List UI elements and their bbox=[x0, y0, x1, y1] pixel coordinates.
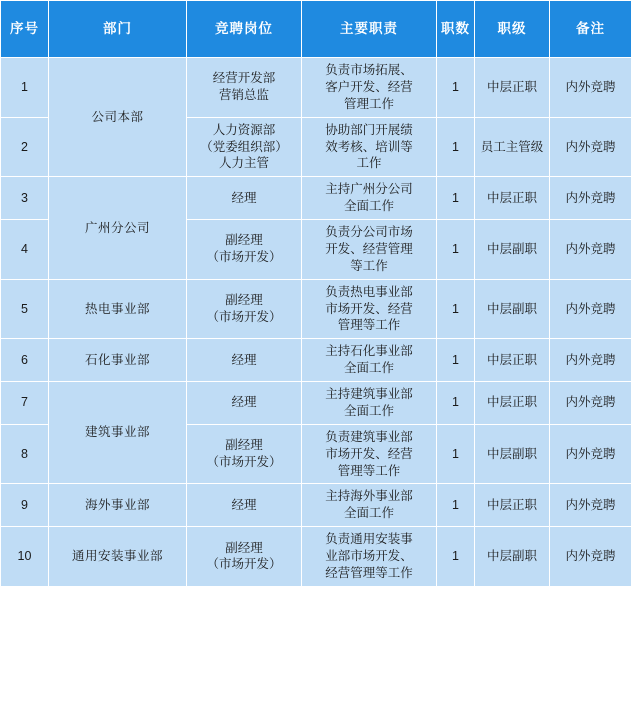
cell-headcount: 1 bbox=[437, 220, 475, 280]
cell-duties-line: 市场开发、经营 bbox=[325, 446, 413, 461]
cell-duties-line: 负责建筑事业部 bbox=[325, 429, 413, 444]
cell-duties-line: 全面工作 bbox=[343, 361, 394, 376]
column-header-rank: 职级 bbox=[475, 1, 550, 58]
cell-position-line: 副经理 bbox=[225, 293, 263, 308]
cell-position bbox=[187, 382, 302, 425]
cell-department: 热电事业部 bbox=[49, 279, 187, 339]
cell-seq: 9 bbox=[1, 484, 49, 527]
cell-position-line: 人力资源部 bbox=[212, 122, 276, 137]
cell-position-line: 副经理 bbox=[225, 438, 263, 453]
cell-seq: 8 bbox=[1, 424, 49, 484]
cell-duties-line: 负责市场拓展、 bbox=[325, 63, 413, 77]
cell-duties-line: 全面工作 bbox=[343, 199, 394, 214]
cell-department: 通用安装事业部 bbox=[49, 527, 187, 587]
cell-position-line: （市场开发） bbox=[206, 250, 282, 265]
cell-position bbox=[187, 484, 302, 527]
cell-rank: 中层正职 bbox=[475, 58, 550, 118]
cell-position-line: 副经理 bbox=[225, 540, 263, 555]
table-row bbox=[1, 58, 631, 118]
cell-seq: 3 bbox=[1, 177, 49, 220]
column-header-position: 竞聘岗位 bbox=[187, 1, 302, 58]
cell-duties-line: 管理工作 bbox=[343, 96, 394, 111]
cell-position-line: （党委组织部） bbox=[200, 139, 288, 154]
cell-duties-line: 主持石化事业部 bbox=[325, 344, 413, 359]
table-header bbox=[1, 1, 631, 58]
cell-remarks: 内外竞聘 bbox=[550, 117, 631, 177]
cell-duties bbox=[302, 527, 437, 587]
cell-headcount: 1 bbox=[437, 58, 475, 118]
cell-duties bbox=[302, 382, 437, 425]
cell-seq: 7 bbox=[1, 382, 49, 425]
cell-duties-line: 市场开发、经营 bbox=[325, 301, 413, 316]
cell-headcount: 1 bbox=[437, 117, 475, 177]
cell-duties-line: 负责热电事业部 bbox=[325, 284, 413, 299]
cell-duties-line: 开发、经营管理 bbox=[325, 241, 413, 256]
table-body bbox=[1, 58, 631, 587]
cell-position-line: 营销总监 bbox=[218, 88, 269, 103]
cell-position-line: 经理 bbox=[231, 497, 257, 512]
cell-duties-line: 管理等工作 bbox=[337, 318, 401, 333]
header-row bbox=[1, 1, 631, 58]
cell-position-line: 经理 bbox=[231, 352, 257, 367]
cell-rank: 中层正职 bbox=[475, 484, 550, 527]
cell-remarks: 内外竞聘 bbox=[550, 527, 631, 587]
cell-seq: 6 bbox=[1, 339, 49, 382]
cell-remarks: 内外竞聘 bbox=[550, 382, 631, 425]
cell-duties-line: 全面工作 bbox=[343, 403, 394, 418]
cell-rank: 中层副职 bbox=[475, 279, 550, 339]
cell-duties bbox=[302, 220, 437, 280]
table-row bbox=[1, 382, 631, 425]
cell-department: 海外事业部 bbox=[49, 484, 187, 527]
table-row bbox=[1, 484, 631, 527]
cell-rank: 中层副职 bbox=[475, 220, 550, 280]
cell-duties bbox=[302, 339, 437, 382]
cell-duties-line: 管理等工作 bbox=[337, 463, 401, 478]
cell-department: 广州分公司 bbox=[49, 177, 187, 279]
cell-seq: 10 bbox=[1, 527, 49, 587]
cell-duties-line: 负责通用安装事 bbox=[325, 532, 413, 547]
cell-position bbox=[187, 424, 302, 484]
cell-position-line: 经营开发部 bbox=[212, 71, 276, 86]
cell-duties-line: 客户开发、经营 bbox=[325, 79, 413, 94]
cell-remarks: 内外竞聘 bbox=[550, 279, 631, 339]
cell-duties-line: 主持海外事业部 bbox=[325, 489, 413, 504]
cell-duties-line: 经营管理等工作 bbox=[325, 565, 413, 580]
cell-headcount: 1 bbox=[437, 484, 475, 527]
cell-duties-line: 主持广州分公司 bbox=[325, 182, 413, 197]
cell-remarks: 内外竞聘 bbox=[550, 220, 631, 280]
column-header-department: 部门 bbox=[49, 1, 187, 58]
cell-rank: 中层正职 bbox=[475, 382, 550, 425]
cell-headcount: 1 bbox=[437, 279, 475, 339]
cell-duties bbox=[302, 58, 437, 118]
cell-seq: 4 bbox=[1, 220, 49, 280]
cell-position-line: （市场开发） bbox=[206, 557, 282, 572]
cell-position bbox=[187, 527, 302, 587]
cell-headcount: 1 bbox=[437, 424, 475, 484]
cell-position bbox=[187, 220, 302, 280]
cell-position-line: 经理 bbox=[231, 395, 257, 410]
table-row bbox=[1, 339, 631, 382]
column-header-headcount: 职数 bbox=[437, 1, 475, 58]
column-header-remarks: 备注 bbox=[550, 1, 631, 58]
cell-duties bbox=[302, 177, 437, 220]
cell-position bbox=[187, 117, 302, 177]
cell-position bbox=[187, 58, 302, 118]
cell-duties-line: 全面工作 bbox=[343, 506, 394, 521]
cell-remarks: 内外竞聘 bbox=[550, 58, 631, 118]
cell-position-line: 经理 bbox=[231, 190, 257, 205]
cell-headcount: 1 bbox=[437, 339, 475, 382]
table-row bbox=[1, 177, 631, 220]
column-header-seq: 序号 bbox=[1, 1, 49, 58]
cell-duties bbox=[302, 424, 437, 484]
cell-headcount: 1 bbox=[437, 382, 475, 425]
cell-rank: 中层副职 bbox=[475, 424, 550, 484]
cell-position bbox=[187, 177, 302, 220]
cell-position-line: 人力主管 bbox=[218, 156, 269, 171]
cell-rank: 中层副职 bbox=[475, 527, 550, 587]
cell-duties-line: 等工作 bbox=[350, 258, 388, 273]
cell-department: 建筑事业部 bbox=[49, 382, 187, 484]
cell-rank: 中层正职 bbox=[475, 177, 550, 220]
cell-position-line: 副经理 bbox=[225, 233, 263, 248]
cell-department: 公司本部 bbox=[49, 58, 187, 177]
cell-duties-line: 负责分公司市场 bbox=[325, 225, 413, 239]
table-row bbox=[1, 527, 631, 587]
cell-duties-line: 效考核、培训等 bbox=[325, 139, 413, 154]
cell-position bbox=[187, 339, 302, 382]
cell-seq: 2 bbox=[1, 117, 49, 177]
cell-department: 石化事业部 bbox=[49, 339, 187, 382]
cell-duties bbox=[302, 117, 437, 177]
cell-position-line: （市场开发） bbox=[206, 455, 282, 470]
cell-rank: 中层正职 bbox=[475, 339, 550, 382]
cell-remarks: 内外竞聘 bbox=[550, 484, 631, 527]
cell-position-line: （市场开发） bbox=[206, 309, 282, 324]
cell-headcount: 1 bbox=[437, 527, 475, 587]
cell-duties-line: 协助部门开展绩 bbox=[325, 122, 413, 137]
cell-remarks: 内外竞聘 bbox=[550, 177, 631, 220]
cell-duties-line: 业部市场开发、 bbox=[325, 549, 413, 563]
cell-duties-line: 主持建筑事业部 bbox=[325, 387, 413, 401]
cell-headcount: 1 bbox=[437, 177, 475, 220]
cell-seq: 5 bbox=[1, 279, 49, 339]
cell-seq: 1 bbox=[1, 58, 49, 118]
cell-position bbox=[187, 279, 302, 339]
cell-remarks: 内外竞聘 bbox=[550, 424, 631, 484]
cell-duties-line: 工作 bbox=[356, 156, 382, 171]
column-header-duties: 主要职责 bbox=[302, 1, 437, 58]
table-row bbox=[1, 279, 631, 339]
cell-duties bbox=[302, 279, 437, 339]
cell-duties bbox=[302, 484, 437, 527]
cell-remarks: 内外竞聘 bbox=[550, 339, 631, 382]
cell-rank: 员工主管级 bbox=[475, 117, 550, 177]
